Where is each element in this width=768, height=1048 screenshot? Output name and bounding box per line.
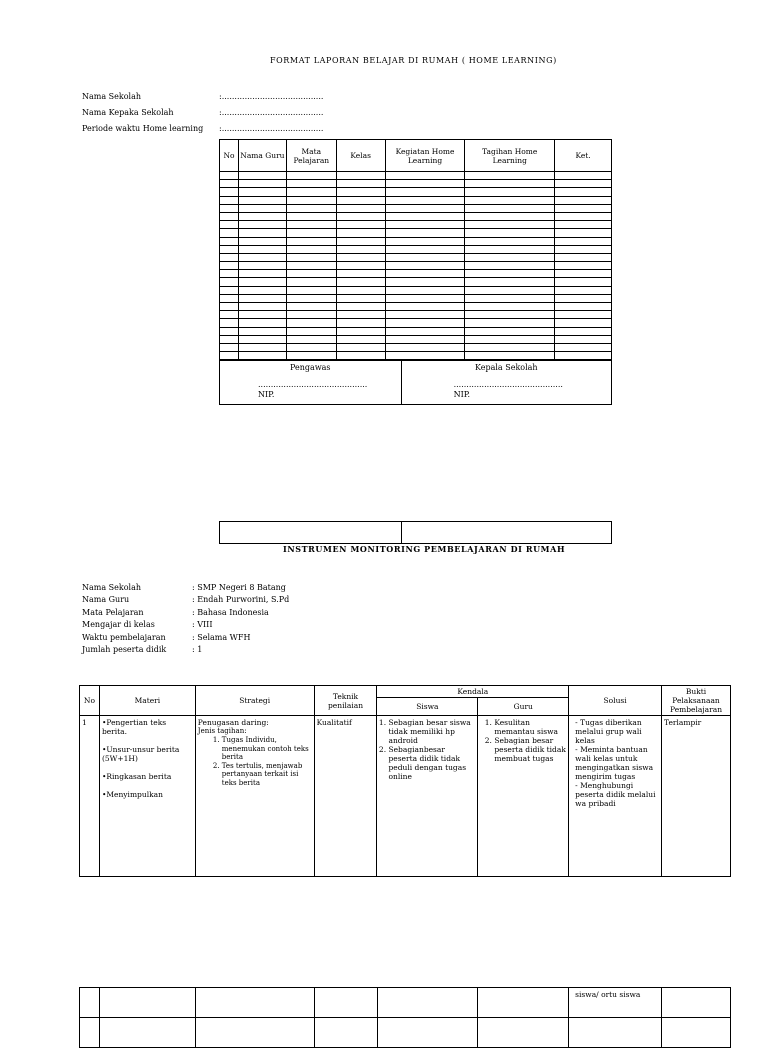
table-cell xyxy=(336,229,385,237)
strategi-sub: Jenis tagihan: xyxy=(197,727,247,735)
table-cell xyxy=(465,335,555,343)
table-cell xyxy=(385,180,465,188)
guru-item: 2. Sebagian besar peserta didik tidak membuat tugas xyxy=(494,736,566,763)
monitoring-field-row xyxy=(82,645,289,657)
report-empty-rows xyxy=(220,172,612,360)
table-cell xyxy=(286,180,336,188)
col-header-kendala: Kendala xyxy=(377,686,569,698)
materi-item: •Pengertian teks berita. xyxy=(101,718,167,736)
col-header-no: No xyxy=(80,686,100,716)
table-cell xyxy=(238,196,286,204)
table-cell xyxy=(555,343,612,351)
signature-nip: NIP. xyxy=(453,390,471,399)
table-cell xyxy=(555,327,612,335)
table-cell xyxy=(238,319,286,327)
strategi-item: 1. Tugas Individu, menemukan contoh teks berita xyxy=(222,736,312,762)
table-cell xyxy=(465,262,555,270)
table-cell xyxy=(238,303,286,311)
monitoring-title: INSTRUMEN MONITORING PEMBELAJARAN DI RUMAH xyxy=(283,544,566,554)
col-header-no: No xyxy=(220,140,239,172)
table-cell xyxy=(220,303,239,311)
table-cell xyxy=(555,294,612,302)
table-cell xyxy=(220,270,239,278)
cell-solusi-continued: siswa/ ortu siswa xyxy=(569,988,662,1018)
col-header-bukti: Bukti Pelaksanaan Pembelajaran xyxy=(662,686,731,716)
table-cell xyxy=(238,180,286,188)
table-cell xyxy=(385,352,465,360)
table-cell xyxy=(555,180,612,188)
table-cell xyxy=(385,237,465,245)
table-row xyxy=(220,335,612,343)
col-header-tagihan: Tagihan Home Learning xyxy=(465,140,555,172)
table-cell xyxy=(238,343,286,351)
table-row xyxy=(220,327,612,335)
table-cell xyxy=(555,303,612,311)
table-cell xyxy=(238,229,286,237)
table-cell xyxy=(286,262,336,270)
table-cell xyxy=(336,204,385,212)
table-cell xyxy=(555,278,612,286)
table-cell xyxy=(336,253,385,261)
table-cell xyxy=(555,335,612,343)
table-cell xyxy=(336,303,385,311)
table-cell xyxy=(336,180,385,188)
cell-kendala-siswa xyxy=(377,716,478,877)
table-cell xyxy=(336,262,385,270)
solusi-list xyxy=(575,718,659,808)
field-label: Periode waktu Home learning xyxy=(82,124,204,133)
table-cell xyxy=(385,319,465,327)
field-label: Mengajar di kelas xyxy=(82,620,155,630)
table-cell xyxy=(286,327,336,335)
field-value: : SMP Negeri 8 Batang xyxy=(192,583,286,592)
table-cell xyxy=(220,253,239,261)
cell-materi xyxy=(99,716,195,877)
signature-role: Pengawas xyxy=(290,363,331,372)
monitoring-info xyxy=(82,583,289,657)
table-row xyxy=(220,294,612,302)
table-cell xyxy=(238,253,286,261)
table-cell xyxy=(385,188,465,196)
table-cell xyxy=(286,172,336,180)
table-cell xyxy=(555,204,612,212)
table-cell xyxy=(286,221,336,229)
table-cell xyxy=(555,237,612,245)
table-cell xyxy=(465,229,555,237)
table-cell xyxy=(220,262,239,270)
table-cell xyxy=(385,245,465,253)
table-cell xyxy=(465,188,555,196)
guru-item: 1. Kesulitan memantau siswa xyxy=(494,718,566,736)
monitoring-field-row xyxy=(82,620,289,632)
table-cell xyxy=(465,311,555,319)
table-cell xyxy=(238,327,286,335)
table-row xyxy=(220,352,612,360)
table-cell xyxy=(336,327,385,335)
table-cell xyxy=(238,172,286,180)
table-cell xyxy=(465,303,555,311)
table-cell xyxy=(336,286,385,294)
table-cell xyxy=(238,237,286,245)
table-cell xyxy=(220,319,239,327)
table-row xyxy=(220,270,612,278)
table-cell xyxy=(555,212,612,220)
table-cell xyxy=(385,286,465,294)
table-cell xyxy=(555,286,612,294)
siswa-item: 2. Sebagianbesar peserta didik tidak peduli dengan tugas online xyxy=(388,745,475,781)
table-cell xyxy=(238,188,286,196)
field-value: : Selama WFH xyxy=(192,632,251,642)
table-cell xyxy=(286,270,336,278)
col-header-solusi: Solusi xyxy=(569,686,662,716)
col-header-materi: Materi xyxy=(99,686,195,716)
table-cell xyxy=(238,221,286,229)
table-cell xyxy=(220,204,239,212)
table-cell xyxy=(220,245,239,253)
table-cell xyxy=(336,311,385,319)
table-cell xyxy=(336,196,385,204)
siswa-list xyxy=(377,718,475,781)
field-label: Nama Kepaka Sekolah xyxy=(82,108,174,117)
table-cell xyxy=(220,188,239,196)
field-value: :........................................ xyxy=(219,124,324,133)
table-cell xyxy=(465,196,555,204)
table-cell xyxy=(385,294,465,302)
table-cell xyxy=(465,343,555,351)
table-cell xyxy=(220,278,239,286)
table-cell xyxy=(220,327,239,335)
table-cell xyxy=(220,212,239,220)
signature-kepala-sekolah xyxy=(401,361,611,405)
table-cell xyxy=(286,245,336,253)
siswa-item: 1. Sebagian besar siswa tidak memiliki hp android xyxy=(388,718,475,745)
signature-nip: NIP. xyxy=(258,390,275,399)
table-cell xyxy=(336,352,385,360)
monitoring-field-row xyxy=(82,633,289,645)
table-cell xyxy=(220,221,239,229)
table-cell xyxy=(465,212,555,220)
table-row xyxy=(220,188,612,196)
table-cell xyxy=(465,204,555,212)
table-cell xyxy=(336,294,385,302)
table-cell xyxy=(286,343,336,351)
table-cell xyxy=(465,270,555,278)
table-cell xyxy=(220,180,239,188)
table-cell xyxy=(286,335,336,343)
col-header-nama-guru: Nama Guru xyxy=(238,140,286,172)
field-value: : VIII xyxy=(192,620,213,630)
table-cell xyxy=(555,262,612,270)
table-cell xyxy=(220,335,239,343)
field-value: : 1 xyxy=(192,644,203,654)
col-header-guru: Guru xyxy=(478,698,569,716)
table-cell xyxy=(465,180,555,188)
col-header-ket: Ket. xyxy=(555,140,612,172)
table-row xyxy=(220,343,612,351)
table-cell xyxy=(238,352,286,360)
table-cell xyxy=(385,253,465,261)
table-cell xyxy=(385,196,465,204)
table-cell xyxy=(220,286,239,294)
strategi-intro: Penugasan daring: xyxy=(197,718,269,727)
table-row xyxy=(220,237,612,245)
table-cell xyxy=(465,294,555,302)
table-row xyxy=(220,212,612,220)
table-cell xyxy=(465,278,555,286)
table-row xyxy=(220,286,612,294)
table-cell xyxy=(385,221,465,229)
table-cell xyxy=(238,204,286,212)
table-cell xyxy=(286,294,336,302)
signature-table xyxy=(219,360,612,405)
solusi-item: - Tugas diberikan melalui grup wali kelas xyxy=(575,718,642,745)
table-row xyxy=(80,716,731,877)
table-cell xyxy=(385,278,465,286)
table-cell xyxy=(385,262,465,270)
report-info xyxy=(82,92,323,140)
table-cell xyxy=(555,311,612,319)
table-cell xyxy=(286,303,336,311)
report-field-row xyxy=(82,108,323,124)
materi-item: •Unsur-unsur berita (5W+1H) xyxy=(101,745,180,763)
table-cell xyxy=(555,245,612,253)
col-header-teknik: Teknik penilaian xyxy=(314,686,377,716)
table-cell xyxy=(385,172,465,180)
table-cell xyxy=(238,335,286,343)
table-row xyxy=(220,221,612,229)
col-header-siswa: Siswa xyxy=(377,698,478,716)
table-cell xyxy=(336,278,385,286)
table-cell xyxy=(220,237,239,245)
table-cell xyxy=(555,229,612,237)
table-row xyxy=(220,180,612,188)
table-cell xyxy=(238,311,286,319)
table-cell xyxy=(336,221,385,229)
monitoring-field-row xyxy=(82,595,289,607)
table-row xyxy=(220,303,612,311)
table-cell xyxy=(385,327,465,335)
table-cell xyxy=(220,172,239,180)
col-header-kelas: Kelas xyxy=(336,140,385,172)
col-header-mapel: Mata Pelajaran xyxy=(286,140,336,172)
field-label: Mata Pelajaran xyxy=(82,607,144,617)
table-cell xyxy=(385,204,465,212)
field-value: :........................................ xyxy=(219,108,324,117)
table-cell xyxy=(238,270,286,278)
table-cell xyxy=(336,172,385,180)
table-cell xyxy=(286,229,336,237)
col-header-strategi: Strategi xyxy=(195,686,314,716)
monitoring-table-continued xyxy=(79,987,731,1048)
table-cell xyxy=(220,229,239,237)
table-cell xyxy=(465,352,555,360)
field-label: Waktu pembelajaran xyxy=(82,632,166,642)
col-header-kegiatan: Kegiatan Home Learning xyxy=(385,140,465,172)
table-cell xyxy=(238,245,286,253)
table-cell xyxy=(555,319,612,327)
table-cell xyxy=(385,212,465,220)
field-value: : Bahasa Indonesia xyxy=(192,607,269,617)
table-cell xyxy=(336,212,385,220)
monitoring-field-row xyxy=(82,608,289,620)
table-cell xyxy=(220,352,239,360)
table-cell xyxy=(336,245,385,253)
materi-item: •Menyimpulkan xyxy=(101,790,163,799)
table-cell xyxy=(465,253,555,261)
table-cell xyxy=(220,294,239,302)
table-cell xyxy=(286,188,336,196)
table-cell xyxy=(286,237,336,245)
report-table xyxy=(219,139,612,360)
signature-line: ........................................... xyxy=(258,380,368,389)
guru-list xyxy=(478,718,566,763)
blank-box xyxy=(219,521,612,544)
cell-strategi xyxy=(195,716,314,877)
table-cell xyxy=(336,188,385,196)
monitoring-table xyxy=(79,685,731,877)
table-cell xyxy=(465,237,555,245)
table-cell xyxy=(286,196,336,204)
table-cell xyxy=(336,335,385,343)
table-cell xyxy=(286,286,336,294)
solusi-item: - Meminta bantuan wali kelas untuk mengingatkan siswa mengirim tugas xyxy=(575,745,654,781)
table-row xyxy=(220,229,612,237)
cell-teknik: Kualitatif xyxy=(314,716,377,877)
table-row xyxy=(220,278,612,286)
table-cell xyxy=(385,311,465,319)
table-cell xyxy=(238,294,286,302)
cell-solusi xyxy=(569,716,662,877)
strategi-item: 2. Tes tertulis, menjawab pertanyaan terkait isi teks berita xyxy=(222,762,312,788)
table-cell xyxy=(465,221,555,229)
signature-pengawas xyxy=(220,361,402,405)
materi-item: •Ringkasan berita xyxy=(101,772,172,781)
table-cell xyxy=(286,278,336,286)
table-cell xyxy=(465,286,555,294)
table-cell xyxy=(336,237,385,245)
table-cell xyxy=(465,172,555,180)
table-cell xyxy=(385,335,465,343)
table-cell xyxy=(555,196,612,204)
table-row xyxy=(220,204,612,212)
table-cell xyxy=(238,286,286,294)
table-row xyxy=(220,262,612,270)
table-cell xyxy=(385,270,465,278)
report-field-row xyxy=(82,92,323,108)
table-cell xyxy=(555,172,612,180)
report-field-row xyxy=(82,124,323,140)
table-row xyxy=(220,172,612,180)
table-cell xyxy=(336,270,385,278)
signature-role: Kepala Sekolah xyxy=(474,363,538,372)
table-row xyxy=(220,245,612,253)
field-value: :........................................ xyxy=(219,92,324,101)
table-row xyxy=(220,311,612,319)
table-cell xyxy=(385,229,465,237)
strategi-list xyxy=(198,736,312,787)
table-cell xyxy=(555,253,612,261)
table-cell xyxy=(555,270,612,278)
table-row xyxy=(220,253,612,261)
field-label: Nama Sekolah xyxy=(82,92,142,101)
table-cell xyxy=(220,311,239,319)
table-cell xyxy=(385,343,465,351)
table-cell xyxy=(238,278,286,286)
table-row xyxy=(220,319,612,327)
table-cell xyxy=(555,221,612,229)
table-cell xyxy=(286,212,336,220)
table-cell xyxy=(465,327,555,335)
table-cell xyxy=(286,253,336,261)
field-label: Jumlah peserta didik xyxy=(82,644,167,654)
cell-kendala-guru xyxy=(478,716,569,877)
table-cell xyxy=(385,303,465,311)
table-cell xyxy=(220,343,239,351)
table-cell xyxy=(238,262,286,270)
field-label: Nama Sekolah xyxy=(82,583,142,592)
field-label: Nama Guru xyxy=(82,595,130,605)
monitoring-field-row xyxy=(82,583,289,595)
table-cell xyxy=(465,245,555,253)
table-cell xyxy=(555,352,612,360)
table-cell xyxy=(336,319,385,327)
table-cell xyxy=(286,352,336,360)
table-row xyxy=(220,196,612,204)
cell-bukti: Terlampir xyxy=(662,716,731,877)
field-value: : Endah Purworini, S.Pd xyxy=(192,595,290,605)
table-cell xyxy=(336,343,385,351)
table-cell xyxy=(555,188,612,196)
table-cell xyxy=(238,212,286,220)
cell-no: 1 xyxy=(80,716,100,877)
solusi-item: - Menghubungi peserta didik melalui wa pribadi xyxy=(575,781,656,808)
table-cell xyxy=(286,319,336,327)
table-cell xyxy=(286,204,336,212)
table-cell xyxy=(220,196,239,204)
signature-line: ........................................... xyxy=(453,380,563,389)
table-cell xyxy=(465,319,555,327)
table-cell xyxy=(286,311,336,319)
report-title: FORMAT LAPORAN BELAJAR DI RUMAH ( HOME LEARNING) xyxy=(270,56,557,65)
